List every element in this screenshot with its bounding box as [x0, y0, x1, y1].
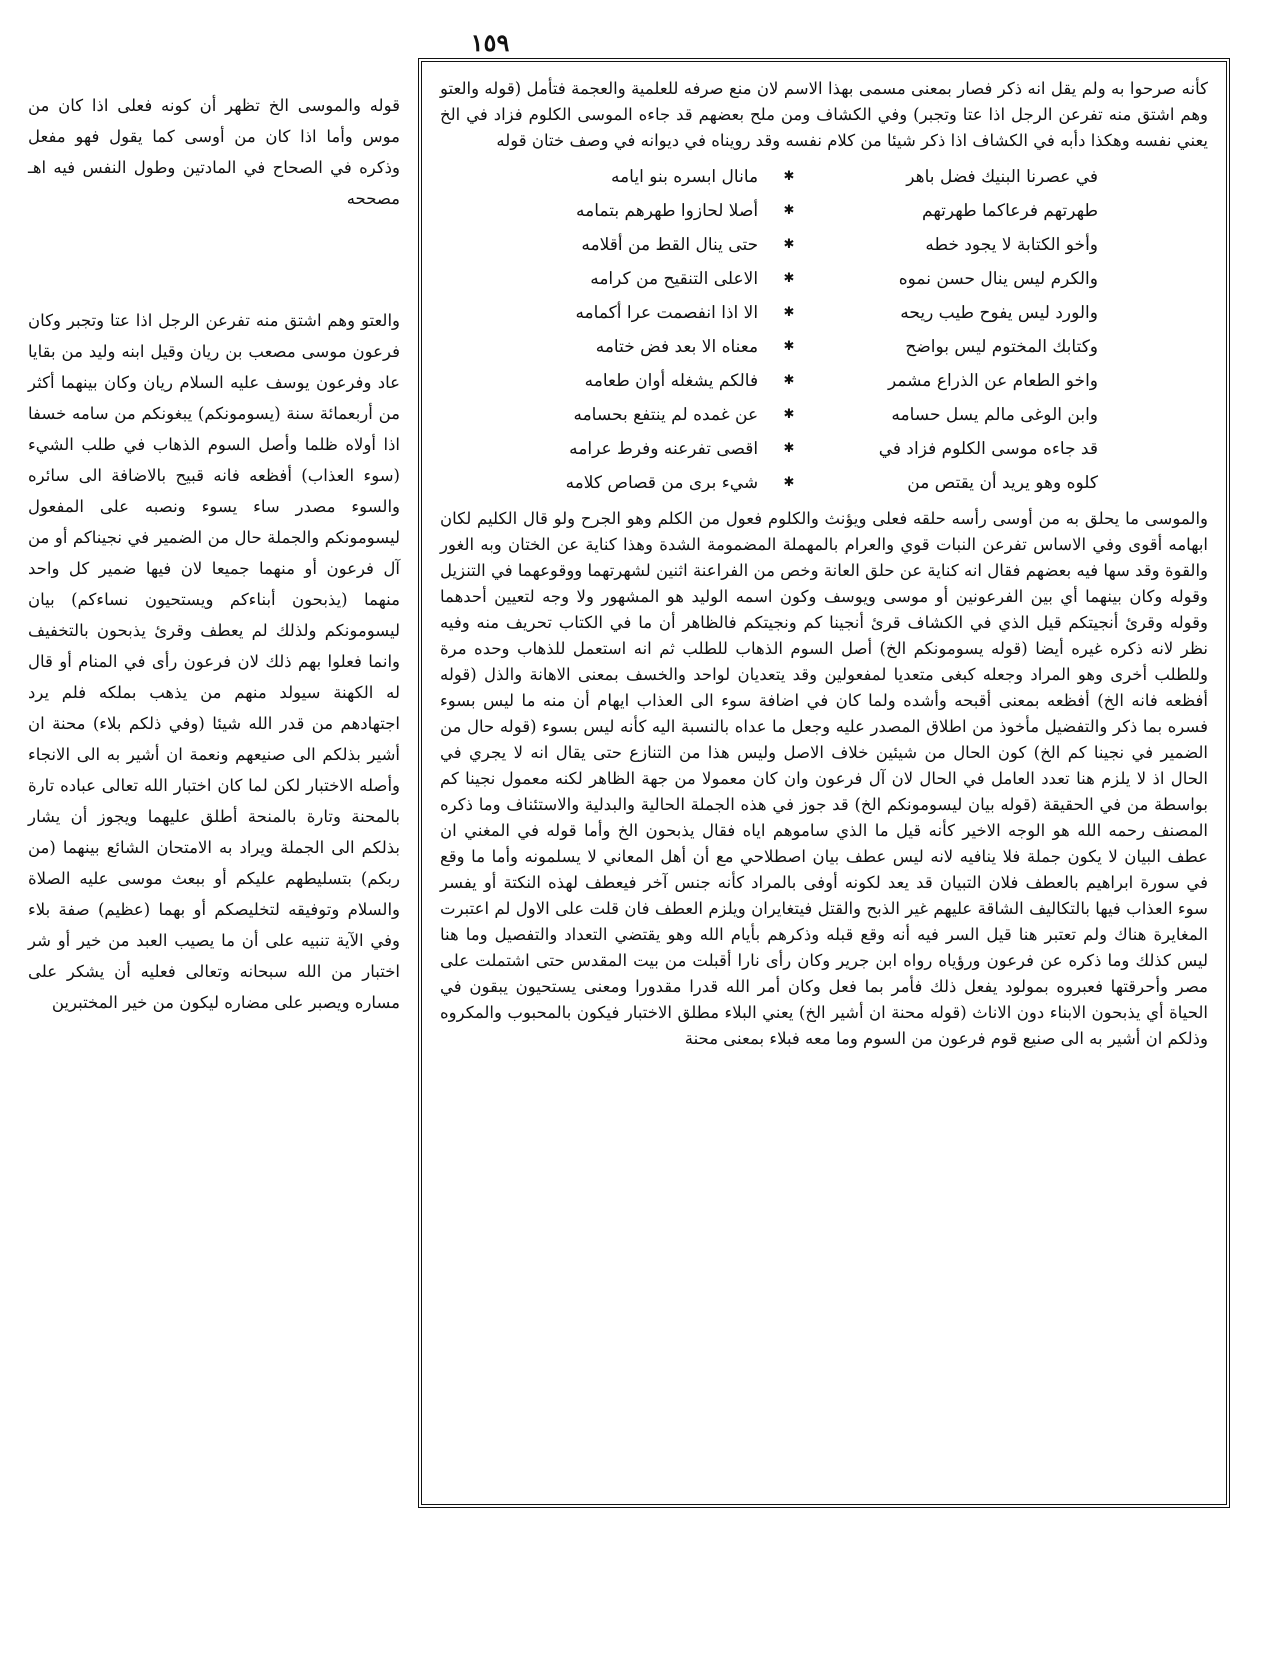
verse-separator-star: ✱ — [783, 237, 795, 252]
verse-separator-star: ✱ — [783, 373, 795, 388]
poem-verse — [480, 466, 1098, 500]
verse-separator-star: ✱ — [783, 339, 795, 354]
verse-first-hemistich: وأخو الكتابة لا يجود خطه — [925, 235, 1098, 255]
poem-verse — [480, 194, 1098, 228]
verse-second-hemistich: فالكم يشغله أوان طعامه — [584, 371, 759, 391]
poem-verse — [480, 432, 1098, 466]
verse-separator-star: ✱ — [783, 271, 795, 286]
verse-second-hemistich: مانال ابسره بنو ايامه — [610, 167, 759, 187]
verse-first-hemistich: وكتابك المختوم ليس بواضح — [905, 337, 1098, 357]
verse-separator-star: ✱ — [783, 203, 795, 218]
poem-verse — [480, 160, 1098, 194]
main-text-frame — [418, 58, 1230, 1508]
verse-second-hemistich: اقصى تفرعنه وفرط عرامه — [569, 439, 759, 459]
verse-separator-star: ✱ — [783, 169, 795, 184]
verse-first-hemistich: قد جاءه موسى الكلوم فزاد في — [878, 439, 1098, 459]
poem — [480, 160, 1098, 500]
verse-first-hemistich: طهرتهم فرعاكما طهرتهم — [922, 201, 1098, 221]
poem-verse — [480, 228, 1098, 262]
margin-note-top: قوله والموسى الخ تظهر أن كونه فعلى اذا كان من موس وأما اذا كان من أوسى كما يقول فهو مفعل وذكره في الصحاح في المادتين وطول النفس فيه اهـ مصححه — [28, 96, 400, 208]
verse-second-hemistich: الا اذا انفصمت عرا أكمامه — [575, 303, 759, 323]
main-intro-text: كأنه صرحوا به ولم يقل انه ذكر فصار بمعنى مسمى بهذا الاسم لان منع صرفه للعلمية والعجمة فتأمل (قوله والعتو وهم اشتق منه تفرعن الرجل اذا عتا وتجبر) وفي الكشاف ومن ملح بعضهم قد جاءه الموسى الكلوم فزاد في الخ يعني نفسه وهكذا دأبه في الكشاف اذا ذكر شيئا من كلام نفسه وقد رويناه في ديوانه في وصف ختان قوله — [440, 79, 1208, 150]
verse-first-hemistich: والكرم ليس ينال حسن نموه — [898, 269, 1098, 289]
verse-second-hemistich: الاعلى التنقيح من كرامه — [590, 269, 759, 289]
verse-separator-star: ✱ — [783, 441, 795, 456]
verse-first-hemistich: والورد ليس يفوح طيب ريحه — [900, 303, 1098, 323]
verse-second-hemistich: عن غمده لم ينتفع بحسامه — [573, 405, 759, 425]
verse-separator-star: ✱ — [783, 407, 795, 422]
poem-verse — [480, 330, 1098, 364]
verse-second-hemistich: أصلا لحازوا طهرهم بتمامه — [576, 201, 759, 221]
poem-verse — [480, 296, 1098, 330]
verse-first-hemistich: واخو الطعام عن الذراع مشمر — [887, 371, 1098, 391]
poem-verse — [480, 398, 1098, 432]
poem-verse — [480, 364, 1098, 398]
page-number: ١٥٩ — [470, 28, 510, 57]
verse-separator-star: ✱ — [783, 475, 795, 490]
poem-verse — [480, 262, 1098, 296]
main-commentary-text: والموسى ما يحلق به من أوسى رأسه حلقه فعلى ويؤنث والكلوم فعول من الكلم وهو الجرح ولو قال الكليم لكان ابهامه أقوى وفي الاساس تفرعن النبات قوي والعرام بالمهملة المضمومة الشدة وهذا كناية عن الختان وبه الغور والقوة وقد سها فيه بعضهم فقال انه كناية عن حلق العانة وخص من الفراعنة اثنين لشهرتهما ووقوعهما في التنزيل وقوله وكان بينهما أي بين الفرعونين أو موسى ويوسف وكون اسمه الوليد هو المشهور ولا وجه لتعيين أحدهما وقوله وقرئ أنجيتكم قيل الذي في الكشاف قرئ أنجينا كم ونجيتكم فالظاهر أن ما في الكتاب تحريف منه وفيه نظر لانه ذكره غيره أيضا (قوله يسومونكم الخ) أصل السوم الذهاب للطلب ثم انه استعمل للذهاب وحده مرة وللطلب أخرى وهو المراد وجعله كبغى متعديا لمفعولين وقد يتعديان لواحد والخسف بمعنى الاهانة والذل (قوله أفظعه فانه الخ) أفظعه بمعنى أقبحه وأشده ولما كان في اضافة سوء الى العذاب ايهام أن منه ما ليس بسوء فسره بما ذكر والتفضيل مأخوذ من اطلاق المصدر عليه وجعل ما عداه بالنسبة اليه كأنه ليس بسوء (قوله حال من الضمير في نجينا كم الخ) كون الحال من شيئين خلاف الاصل وليس هذا من التنازع حتى يقال انه لا يجري في الحال اذ لا يلزم هنا تعدد العامل في الحال لان آل فرعون وان كان معمولا من جهة الظاهر لكنه معمول نجينا كم بواسطة من في الحقيقة (قوله بيان ليسومونكم الخ) قد جوز في هذه الجملة الحالية والبدلية والاستئناف وما ذكره المصنف رحمه الله هو الوجه الاخير كأنه قيل ما الذي ساموهم اياه فقال يذبحون الخ وأما قوله في المغني ان عطف البيان لا يكون جملة فلا ينافيه لانه ليس عطف بيان اصطلاحي مع أن أهل المعاني لا يسلمونه وأما ما وقع في سورة ابراهيم بالعطف فلان التبيان قد يعد لكونه أوفى بالمراد كأنه جنس آخر فيعطف لهذه النكتة أو يفسر سوء العذاب فيها بالتكاليف الشاقة عليهم غير الذبح والقتل فيتغايران ويلزم العطف فان قلت على الاول لم اعتبرت المغايرة هناك ولم تعتبر هنا قيل السر فيه أنه وقع قبله وذكرهم بأيام الله وهو يقتضي التعداد والتفصيل وما هنا ليس كذلك وما ذكره عن فرعون ورؤياه رواه ابن جرير وكان رأى نارا أقبلت من بيت المقدس حتى اشتملت على مصر وأحرقتها فعبروه بمولود يفعل ذلك فأمر بما فعل وكان أمر الله قدرا مقدورا ومعنى يستحيون يبقون في الحياة أي يذبحون الابناء دون الاناث (قوله محنة ان أشير الخ) يعني البلاء مطلق الاختبار فيكون بالمحبوب والمكروه وذلكم ان أشير به الى صنيع قوم فرعون من السوم وما معه فبلاء بمعنى محنة — [440, 509, 1208, 1048]
verse-separator-star: ✱ — [783, 305, 795, 320]
verse-second-hemistich: حتى ينال القط من أقلامه — [581, 235, 759, 255]
verse-second-hemistich: شيء برى من قصاص كلامه — [565, 473, 759, 493]
margin-note-bottom: والعتو وهم اشتق منه تفرعن الرجل اذا عتا وتجبر وكان فرعون موسى مصعب بن ريان وقيل ابنه وليد من بقايا عاد وفرعون يوسف عليه السلام ريان وكان بينهما أكثر من أربعمائة سنة (يسومونكم) يبغونكم من سامه خسفا اذا أولاه ظلما وأصل السوم الذهاب في طلب الشيء (سوء العذاب) أفظعه فانه قبيح بالاضافة الى سائره والسوء مصدر ساء يسوء ونصبه على المفعول ليسومونكم والجملة حال من الضمير في نجيناكم أو من آل فرعون أو منهما جميعا لان فيها ضمير كل واحد منهما (يذبحون أبناءكم ويستحيون نساءكم) بيان ليسومونكم ولذلك لم يعطف وقرئ يذبحون بالتخفيف وانما فعلوا بهم ذلك لان فرعون رأى في المنام أو قال له الكهنة سيولد منهم من يذهب بملكه فلم يرد اجتهادهم من قدر الله شيئا (وفي ذلكم بلاء) محنة ان أشير بذلكم الى صنيعهم ونعمة ان أشير به الى الانجاء وأصله الاختبار لكن لما كان اختبار الله تعالى عباده تارة بالمحنة وتارة بالمنحة أطلق عليهما ويجوز أن يشار بذلكم الى الجملة ويراد به الامتحان الشائع بينهما (من ربكم) بتسليطهم عليكم أو ببعث موسى عليه الصلاة والسلام وتوفيقه لتخليصكم أو بهما (عظيم) صفة بلاء وفي الآية تنبيه على أن ما يصيب العبد من خير أو شر اختبار من الله سبحانه وتعالى فعليه أن يشكر على مساره ويصبر على مضاره ليكون من خير المختبرين — [28, 311, 400, 1012]
verse-second-hemistich: معناه الا بعد فض ختامه — [595, 337, 759, 357]
verse-first-hemistich: في عصرنا البنيك فضل باهر — [906, 167, 1098, 187]
verse-first-hemistich: كلوه وهو يريد أن يقتص من — [907, 473, 1098, 493]
verse-first-hemistich: وابن الوغى مالم يسل حسامه — [891, 405, 1098, 425]
